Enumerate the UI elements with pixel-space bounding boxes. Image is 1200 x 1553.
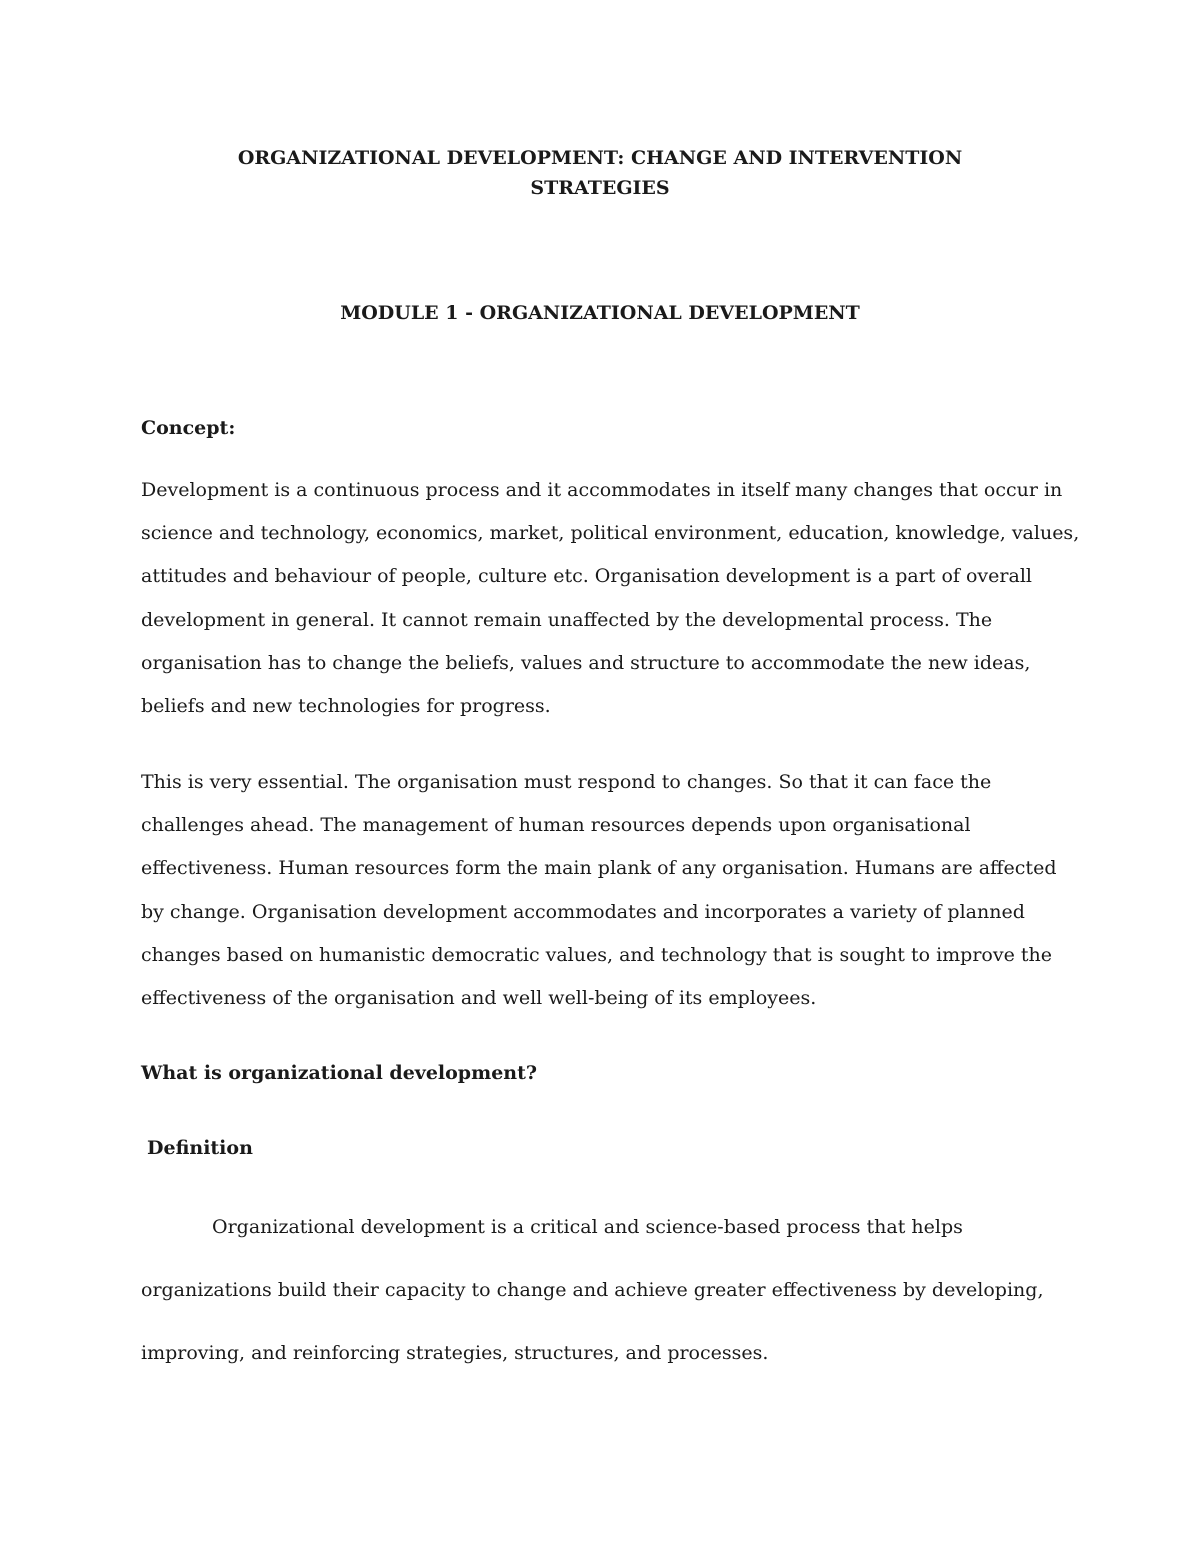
paragraph-line: effectiveness of the organisation and well well-being of its employees. — [141, 987, 817, 1010]
definition-heading: Definition — [147, 1137, 253, 1159]
concept-heading: Concept: — [141, 417, 236, 439]
paragraph-line: challenges ahead. The management of human resources depends upon organisational — [141, 814, 971, 837]
document-title — [140, 143, 1060, 203]
paragraph-line: Organizational development is a critical and science-based process that helps — [212, 1216, 963, 1238]
paragraph-line: organizations build their capacity to change and achieve greater effectiveness by developing, — [141, 1279, 1044, 1301]
paragraph-line: beliefs and new technologies for progress. — [141, 695, 551, 718]
concept-paragraph-2 — [141, 761, 1066, 1020]
paragraph-line: science and technology, economics, market, political environment, education, knowledge, values, — [141, 522, 1080, 545]
paragraph-line: attitudes and behaviour of people, culture etc. Organisation development is a part of overall — [141, 565, 1032, 588]
concept-paragraph-1 — [141, 469, 1080, 728]
paragraph-line: Development is a continuous process and it accommodates in itself many changes that occur in — [141, 479, 1063, 501]
paragraph-line: This is very essential. The organisation must respond to changes. So that it can face the — [141, 771, 992, 793]
document-title-text: ORGANIZATIONAL DEVELOPMENT: CHANGE AND INTERVENTION STRATEGIES — [237, 147, 963, 199]
paragraph-line: effectiveness. Human resources form the main plank of any organisation. Humans are affected — [141, 857, 1057, 880]
paragraph-line: improving, and reinforcing strategies, structures, and processes. — [141, 1342, 769, 1364]
definition-paragraph — [141, 1196, 1066, 1385]
paragraph-line: development in general. It cannot remain unaffected by the developmental process. The — [141, 608, 993, 631]
paragraph-line: organisation has to change the beliefs, values and structure to accommodate the new ideas, — [141, 651, 1031, 674]
module-title: MODULE 1 - ORGANIZATIONAL DEVELOPMENT — [340, 302, 860, 324]
paragraph-line: by change. Organisation development accommodates and incorporates a variety of planned — [141, 900, 1025, 923]
what-is-od-heading: What is organizational development? — [141, 1062, 538, 1084]
paragraph-line: changes based on humanistic democratic values, and technology that is sought to improve the — [141, 943, 1052, 966]
